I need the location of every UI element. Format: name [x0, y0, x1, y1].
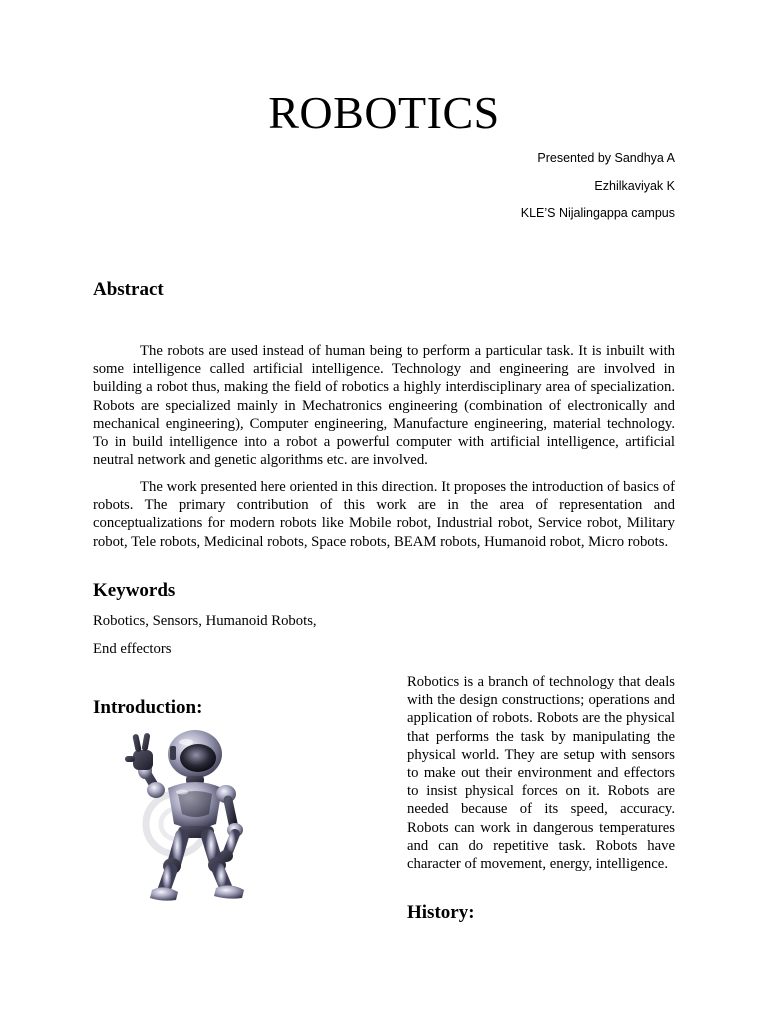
author-line-institution: KLE’S Nijalingappa campus — [520, 206, 675, 220]
abstract-heading: Abstract — [93, 279, 164, 300]
keywords-line-2: End effectors — [93, 641, 172, 657]
introduction-paragraph: Robotics is a branch of technology that deals with the design constructions; operations and application of robots. Robots are the physical that performs the task by manipulating the physical world. They are setup with sensors to make out their environment and effectors to insist physical forces on it. Robots are needed because of its speed, accuracy. Robots can work in dangerous temperatures and can do repetitive task. Robots have character of movement, energy, intelligence. — [407, 674, 675, 873]
keywords-line-1: Robotics, Sensors, Humanoid Robots, — [93, 613, 317, 629]
author-line-presenter: Presented by Sandhya A — [537, 151, 675, 165]
author-line-coauthor: Ezhilkaviyak K — [594, 179, 675, 193]
robot-illustration-icon — [116, 728, 272, 910]
keywords-heading: Keywords — [93, 580, 176, 601]
history-heading: History: — [407, 902, 475, 923]
introduction-heading: Introduction: — [93, 697, 203, 718]
abstract-paragraph-2: The work presented here oriented in this direction. It proposes the introduction of basics of robots. The primary contribution of this work are in the area of representation and conceptualizations for modern robots like Mobile robot, Industrial robot, Service robot, Military robot, Tele robots, Medicinal robots, Space robots, BEAM robots, Humanoid robot, Micro robots. — [93, 479, 675, 550]
abstract-paragraph-1: The robots are used instead of human being to perform a particular task. It is inbuilt with some intelligence called artificial intelligence. Technology and engineering are involved in building a robot thus, making the field of robotics a highly interdisciplinary area of specialization. Robots are specialized mainly in Mechatronics engineering (combination of electronically and mechanical engineering), Computer engineering, Manufacture engineering, material technology. To in build intelligence into a robot a powerful computer with artificial intelligence, artificial neutral network and genetic algorithms etc. are involved. — [93, 343, 675, 469]
document-title: ROBOTICS — [268, 87, 500, 138]
